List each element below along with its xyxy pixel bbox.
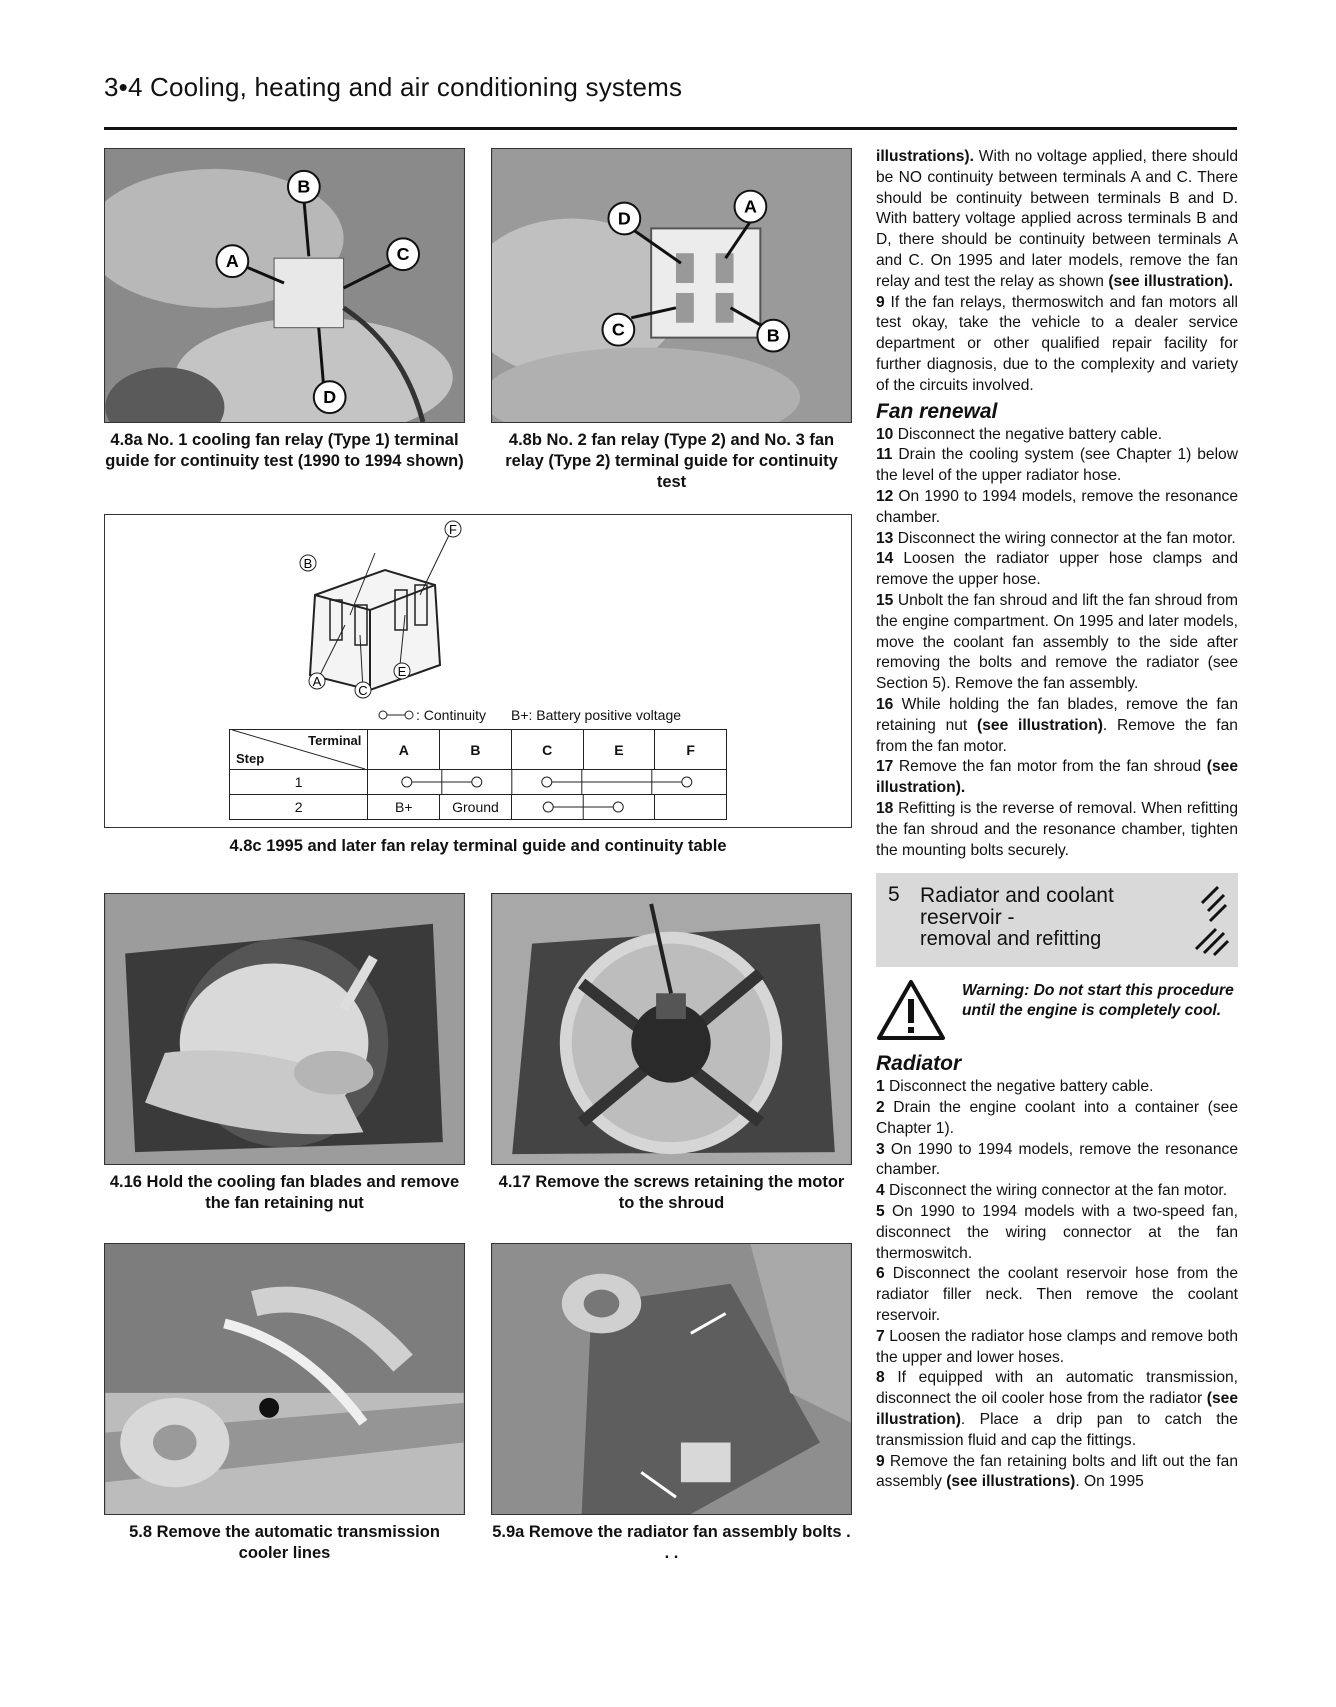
photo-4-17: [491, 893, 852, 1165]
radiator-step-8: 8 If equipped with an automatic transmission, disconnect the oil cooler hose from the radiator (see illustration). Place a drip pan to catch the transmission fluid and cap the fittings.: [876, 1369, 1238, 1449]
continuity-table: [229, 729, 727, 820]
paragraph-intro: illustrations). With no voltage applied, there should be NO continuity between terminals A and C. There should be continuity between terminals B and D. With battery voltage applied across terminals B and D, there should be continuity between terminals A and C. On 1995 and later models, remove the fan relay and test the relay as shown (see illustration).: [876, 148, 1238, 290]
section-number: 5: [888, 883, 900, 907]
caption-4-17: 4.17 Remove the screws retaining the motor to the shroud: [498, 1173, 845, 1212]
photo-4-16: [104, 893, 465, 1165]
heading-radiator: Radiator: [876, 1052, 962, 1076]
page-title: 3•4 Cooling, heating and air conditioning systems: [104, 72, 683, 102]
radiator-step-7: 7 Loosen the radiator hose clamps and remove both the upper and lower hoses.: [876, 1327, 1238, 1366]
radiator-step-5: 5 On 1990 to 1994 models with a two-speed fan, disconnect the wiring connector at the fan thermoswitch.: [876, 1203, 1238, 1262]
table-corner-cell: [230, 730, 368, 770]
label-c: C: [396, 244, 410, 265]
paragraph-9: 9 If the fan relays, thermoswitch and fan motors all test okay, take the vehicle to a dealer service department or other qualified repair facility for further diagnosis, due to the complexity and variety of the circuits involved.: [876, 293, 1238, 394]
label-b: B: [766, 325, 780, 346]
step-16: 16 While holding the fan blades, remove the fan retaining nut (see illustration). Remove the fan from the fan motor.: [876, 695, 1238, 755]
photo-4-8b: [491, 148, 852, 423]
radiator-step-1: 1 Disconnect the negative battery cable.: [876, 1078, 1154, 1096]
step-10: 10 Disconnect the negative battery cable.: [876, 425, 1163, 443]
radiator-step-2: 2 Drain the engine coolant into a container (see Chapter 1).: [876, 1099, 1238, 1137]
row-1-continuity: [368, 770, 727, 795]
fan-motor-photo: [492, 894, 851, 1164]
relay-photo-illustration: [105, 149, 464, 422]
row-2-b: Ground: [440, 795, 512, 820]
row-2-a: B+: [368, 795, 440, 820]
caption-4-8b: 4.8b No. 2 fan relay (Type 2) and No. 3 fan relay (Type 2) terminal guide for continuity test: [505, 431, 838, 491]
label-a: A: [743, 196, 757, 217]
difficulty-spanner-icon: [1188, 881, 1232, 959]
terminal-label-c: C: [358, 683, 368, 698]
diagram-4-8c: [104, 514, 852, 828]
fan-blades-photo: [105, 894, 464, 1164]
header-terminal: Terminal: [308, 733, 362, 748]
terminal-label-f: F: [449, 522, 457, 537]
label-b: B: [297, 176, 311, 197]
terminal-label-b: B: [303, 556, 313, 571]
warning-triangle-icon: [876, 979, 946, 1041]
col-header-c: C: [511, 730, 583, 770]
cooler-lines-photo: [105, 1244, 464, 1514]
step-1: 1: [230, 770, 368, 795]
right-text-column: [876, 147, 1238, 1493]
section-5-header: [876, 873, 1238, 967]
col-header-f: F: [655, 730, 727, 770]
col-header-b: B: [440, 730, 512, 770]
step-14: 14 Loosen the radiator upper hose clamps and remove the upper hose.: [876, 550, 1238, 589]
legend-battery: B+: Battery positive voltage: [511, 707, 682, 723]
step-15: 15 Unbolt the fan shroud and lift the fan shroud from the engine compartment. On 1995 and later models, move the coolant fan assembly to the side after removing the bolts and remove the radiator (see Section 5). Remove the fan assembly.: [876, 591, 1238, 693]
step-11: 11 Drain the cooling system (see Chapter 1) below the level of the upper radiator hose.: [876, 446, 1238, 485]
warning-box: [876, 977, 1238, 1049]
title-rule: [104, 127, 1237, 130]
heading-fan-renewal: Fan renewal: [876, 399, 998, 423]
radiator-step-9: 9 Remove the fan retaining bolts and lift out the fan assembly (see illustrations). On 1995: [876, 1452, 1238, 1491]
label-a: A: [225, 251, 239, 272]
label-d: D: [323, 387, 337, 408]
row-2-continuity: [511, 795, 654, 820]
step-17: 17 Remove the fan motor from the fan shroud (see illustration).: [876, 758, 1238, 797]
terminal-label-e: E: [397, 664, 407, 679]
step-2: 2: [230, 795, 368, 820]
col-header-e: E: [583, 730, 655, 770]
caption-4-8c: 4.8c 1995 and later fan relay terminal guide and continuity table: [229, 837, 727, 855]
row-2-f: [655, 795, 727, 820]
col-header-a: A: [368, 730, 440, 770]
terminal-label-a: A: [312, 674, 322, 689]
caption-4-8a: 4.8a No. 1 cooling fan relay (Type 1) terminal guide for continuity test (1990 to 1994 shown): [105, 431, 464, 470]
radiator-step-4: 4 Disconnect the wiring connector at the fan motor.: [876, 1182, 1228, 1200]
warning-text: Warning: Do not start this procedure until the engine is completely cool.: [962, 982, 1234, 1019]
label-c: C: [611, 319, 625, 340]
step-13: 13 Disconnect the wiring connector at the fan motor.: [876, 529, 1236, 547]
radiator-step-6: 6 Disconnect the coolant reservoir hose from the radiator filler neck. Then remove the coolant reservoir.: [876, 1265, 1238, 1325]
caption-5-9a: 5.9a Remove the radiator fan assembly bolts . . .: [492, 1523, 851, 1562]
section-title: Radiator and coolant reservoir -: [920, 884, 1114, 930]
photo-5-9a: [491, 1243, 852, 1515]
step-12: 12 On 1990 to 1994 models, remove the resonance chamber.: [876, 487, 1238, 526]
caption-5-8: 5.8 Remove the automatic transmission cooler lines: [129, 1523, 440, 1562]
photo-5-8: [104, 1243, 465, 1515]
section-subtitle: removal and refitting: [920, 928, 1102, 951]
header-step: Step: [236, 751, 265, 766]
step-18: 18 Refitting is the reverse of removal. When refitting the fan shroud and the resonance chamber, tighten the mounting bolts securely.: [876, 799, 1238, 859]
legend-continuity: : Continuity: [416, 707, 487, 723]
photo-4-8a: [104, 148, 465, 423]
label-d: D: [617, 208, 631, 229]
radiator-step-3: 3 On 1990 to 1994 models, remove the resonance chamber.: [876, 1140, 1238, 1179]
relay-photo-illustration: [492, 149, 851, 422]
fan-assembly-bolts-photo: [492, 1244, 851, 1514]
caption-4-16: 4.16 Hold the cooling fan blades and remove the fan retaining nut: [109, 1173, 460, 1212]
